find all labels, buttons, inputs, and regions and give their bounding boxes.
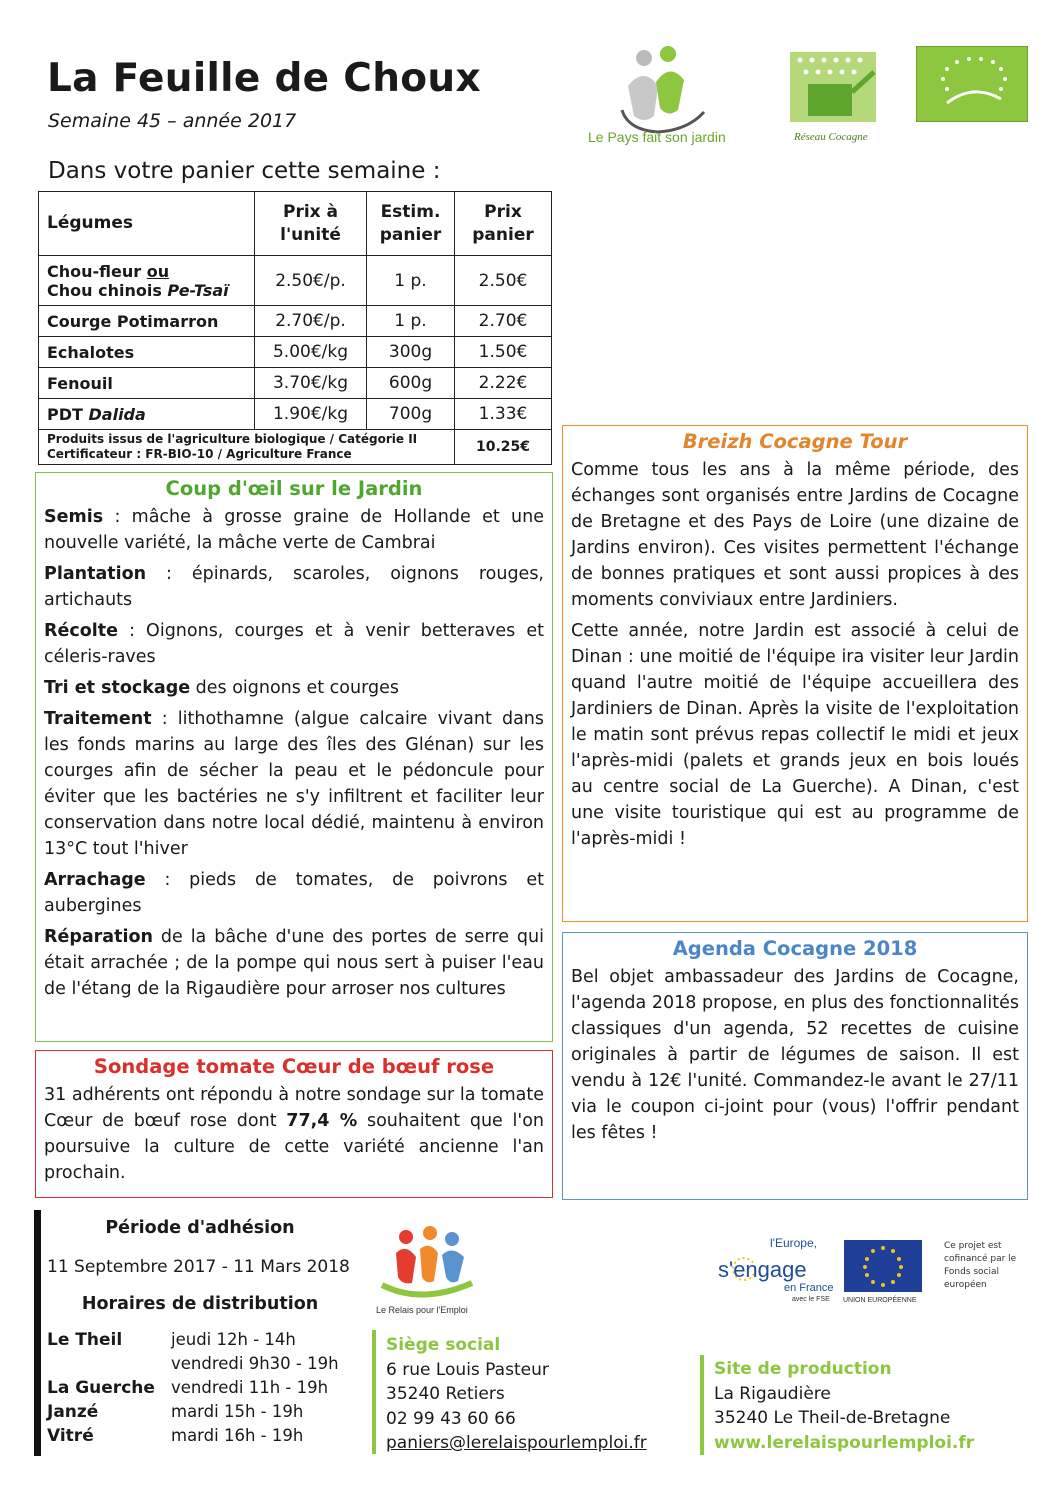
estimated-quantity: 600g [367,368,455,399]
schedule-time: jeudi 12h - 14h [171,1330,296,1349]
production-address-line: 35240 Le Theil-de-Bretagne [714,1408,951,1428]
pays-logo-label: Le Pays fait son jardin [588,129,726,145]
siege-divider [372,1330,376,1454]
table-row [39,399,552,430]
basket-price: 1.33€ [455,399,552,430]
europe-logo-sub: en France [784,1282,834,1294]
table-row [39,256,552,306]
siege-email-link[interactable]: paniers@lerelaispourlemploi.fr [386,1433,647,1453]
unit-price: 1.90€/kg [255,399,367,430]
schedule-time: vendredi 11h - 19h [171,1378,329,1397]
siege-address-line: 6 rue Louis Pasteur [386,1359,549,1380]
schedule-time: vendredi 9h30 - 19h [171,1354,339,1373]
unit-price: 5.00€/kg [255,337,367,368]
jardin-title: Coup d'œil sur le Jardin [165,477,423,500]
vegetable-name: PDT Dalida [39,399,255,430]
vegetable-name: Courge Potimarron [39,306,255,337]
sondage-title: Sondage tomate Cœur de bœuf rose [93,1055,495,1078]
vegetable-name: Fenouil [39,368,255,399]
agenda-box [562,932,1028,1200]
fse-cofinance-text: Ce projet est cofinancé par le Fonds social européen [944,1241,1017,1290]
certification-note: Produits issus de l'agriculture biologique / Catégorie II Certificateur : FR-BIO-10 / Agriculture France [39,430,455,465]
table-footer-row [39,430,552,465]
production-title: Site de production [714,1359,892,1379]
jardin-box [35,472,553,1042]
schedule-place: La Guerche [47,1378,155,1398]
site-production-block [714,1357,974,1455]
schedule-row [47,1424,339,1448]
basket-table [38,191,552,465]
newsletter-subtitle: Semaine 45 – année 2017 [48,110,297,132]
sondage-box [35,1050,553,1198]
europe-logo-fse: avec le FSE [792,1296,830,1303]
table-row [39,337,552,368]
basket-price: 1.50€ [455,337,552,368]
reseau-cocagne-logo [786,50,882,146]
unit-price: 3.70€/kg [255,368,367,399]
jardin-item: Plantation : épinards, scaroles, oignons rouges, artichauts [44,564,544,610]
agenda-text: Bel objet ambassadeur des Jardins de Cocagne, l'agenda 2018 propose, en plus des fonctionnalités classiques d'un agenda, 52 recettes de cuisine originales à partir de légumes de saison. Il est vendu à 12€ l'unité. Commandez-le avant le 27/11 via le coupon ci-joint pour (vous) l'offrir pendant les fêtes ! [571,967,1019,1143]
basket-price: 2.22€ [455,368,552,399]
jardin-item: Arrachage : pieds de tomates, de poivrons et aubergines [44,870,544,916]
jardin-item: Récolte : Oignons, courges et à venir betteraves et céleris-raves [44,621,544,667]
table-header: Prix à l'unité [255,192,367,256]
distribution-schedule [47,1328,339,1448]
jardin-item: Réparation de la bâche d'une des portes de serre qui était arrachée ; de la pompe qui nous sert à puiser l'eau de l'étang de la Rigaudière pour arroser nos cultures [44,927,544,999]
sondage-text: 31 adhérents ont répondu à notre sondage sur la tomate Cœur de bœuf rose dont 77,4 % souhaitent que l'on poursuive la culture de cette variété ancienne l'an prochain. [44,1085,544,1183]
schedule-row [47,1328,339,1352]
siege-title: Siège social [386,1335,501,1355]
relais-pour-emploi-logo [372,1223,492,1319]
vegetable-name: Chou-fleur ou Chou chinois Pe-Tsaï [39,256,255,306]
table-row [39,306,552,337]
breizh-title: Breizh Cocagne Tour [682,430,908,453]
schedule-time: mardi 16h - 19h [171,1426,304,1445]
schedule-place: Janzé [47,1402,99,1422]
adhesion-period: 11 Septembre 2017 - 11 Mars 2018 [47,1257,350,1277]
vegetable-name: Echalotes [39,337,255,368]
unit-price: 2.50€/p. [255,256,367,306]
europe-logo-top: l'Europe, [770,1236,817,1250]
schedule-place [47,1352,171,1376]
table-row [39,368,552,399]
pays-fait-son-jardin-logo [588,46,746,146]
union-europeenne-logo [842,1238,926,1304]
schedule-time: mardi 15h - 19h [171,1402,304,1421]
schedule-row [47,1376,339,1400]
siege-address-line: 35240 Retiers [386,1384,505,1404]
basket-heading: Dans votre panier cette semaine : [48,158,441,184]
jardin-item: Semis : mâche à grosse graine de Hollande et une nouvelle variété, la mâche verte de Cambrai [44,507,544,553]
production-divider [700,1355,704,1455]
newsletter-title: La Feuille de Choux [47,56,481,101]
agenda-title: Agenda Cocagne 2018 [672,937,918,960]
table-header: Prix panier [455,192,552,256]
schedule-row [47,1400,339,1424]
adhesion-title: Période d'adhésion [105,1218,295,1238]
breizh-paragraph: Cette année, notre Jardin est associé à celui de Dinan : une moitié de l'équipe ira visiter leur Jardin quand l'autre moitié de l'équipe accueillera des Jardiniers de Dinan. Après la visite de l'exploitation le matin sont prévus repas collectif le midi et jeux l'après-midi (palets et grands jeux en bois loués au centre social de La Guerche). A Dinan, c'est une visite touristique qui est au programme de l'après-midi ! [571,621,1019,849]
siege-social-block [386,1333,647,1456]
jardin-item: Tri et stockage des oignons et courges [44,678,399,698]
europe-sengage-logo [714,1235,834,1307]
table-header: Légumes [39,192,255,256]
estimated-quantity: 300g [367,337,455,368]
schedule-place: Vitré [47,1426,94,1446]
reseau-logo-label: Réseau Cocagne [794,131,868,143]
estimated-quantity: 1 p. [367,256,455,306]
estimated-quantity: 700g [367,399,455,430]
website-link[interactable]: www.lerelaispourlemploi.fr [714,1432,975,1453]
table-header-row [39,192,552,256]
breizh-paragraph: Comme tous les ans à la même période, des échanges sont organisés entre Jardins de Cocagne de Bretagne et des Pays de Loire (une dizaine de Jardins environ). Ces visites permettent l'échange de bonnes pratiques et sont aussi propices à des moments conviviaux entre Jardiniers. [571,460,1019,610]
basket-price: 2.70€ [455,306,552,337]
table-header: Estim. panier [367,192,455,256]
schedule-row [47,1352,339,1376]
siege-phone: 02 99 43 60 66 [386,1408,516,1429]
schedule-place: Le Theil [47,1330,123,1350]
production-address-line: La Rigaudière [714,1383,831,1404]
eu-organic-logo [916,46,1028,122]
basket-total: 10.25€ [455,430,552,465]
unit-price: 2.70€/p. [255,306,367,337]
breizh-box [562,425,1028,922]
ue-logo-label: UNION EUROPÉENNE [843,1297,917,1304]
left-divider [34,1210,41,1456]
basket-price: 2.50€ [455,256,552,306]
jardin-item: Traitement : lithothamne (algue calcaire vivant dans les fonds marins au large des îles des Glénan) sur les courges afin de sécher la peau et le pédoncule pour éviter que les bactéries ne s'y infiltrent et faciliter leur conservation dans notre local dédié, maintenu à environ 13°C tout l'hiver [44,709,544,859]
europe-logo-main: s'engage [718,1257,807,1282]
horaires-title: Horaires de distribution [81,1294,319,1314]
estimated-quantity: 1 p. [367,306,455,337]
relais-logo-label: Le Relais pour l'Emploi [376,1305,468,1315]
